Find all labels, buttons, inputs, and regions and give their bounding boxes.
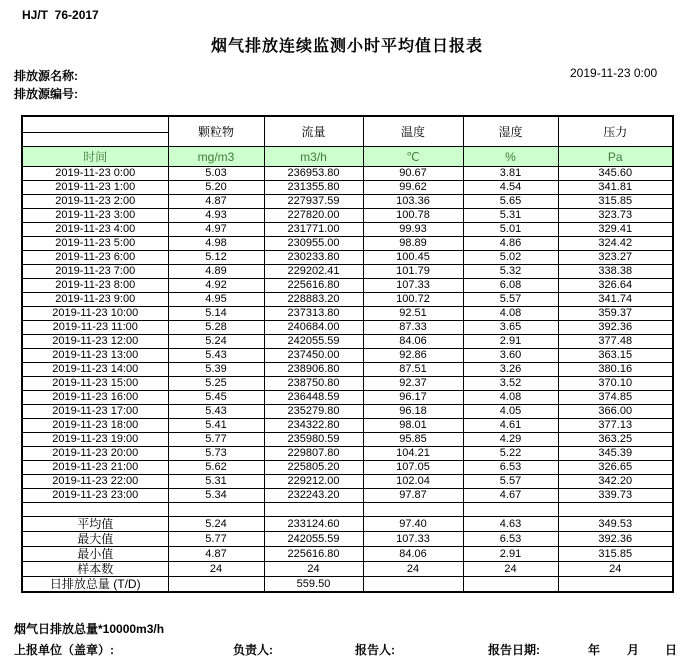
value-cell: 96.17 (363, 391, 463, 405)
summary-row (22, 532, 673, 547)
table-row (22, 391, 673, 405)
value-cell: 4.93 (168, 209, 264, 223)
value-cell: 5.02 (463, 251, 558, 265)
value-cell: 95.85 (363, 433, 463, 447)
page-title: 烟气排放连续监测小时平均值日报表 (210, 38, 483, 55)
report-datetime: 2019-11-23 0:00 (570, 66, 658, 80)
empty-cell (22, 503, 168, 517)
value-cell: 225805.20 (264, 461, 363, 475)
value-cell: 5.31 (168, 475, 264, 489)
standard-code: HJ/T 76-2017 (22, 8, 99, 22)
value-cell: 97.87 (363, 489, 463, 503)
summary-value-cell: 6.53 (463, 532, 558, 547)
year-label: 年 (588, 643, 601, 657)
table-row (22, 237, 673, 251)
value-cell: 234322.80 (264, 419, 363, 433)
table-row (22, 461, 673, 475)
value-cell: 5.31 (463, 209, 558, 223)
day-label: 日 (665, 643, 678, 657)
summary-label-cell: 样本数 (22, 562, 168, 577)
summary-row (22, 562, 673, 577)
value-cell: 5.32 (463, 265, 558, 279)
value-cell: 5.22 (463, 447, 558, 461)
value-cell: 242055.59 (264, 335, 363, 349)
time-cell: 2019-11-23 10:00 (22, 307, 168, 321)
summary-value-cell (463, 577, 558, 593)
value-cell: 4.61 (463, 419, 558, 433)
value-cell: 3.60 (463, 349, 558, 363)
time-header: 时间 (22, 147, 168, 167)
value-cell: 230233.80 (264, 251, 363, 265)
value-cell: 236448.59 (264, 391, 363, 405)
summary-value-cell: 84.06 (363, 547, 463, 562)
summary-value-cell: 4.63 (463, 517, 558, 532)
table-row (22, 167, 673, 181)
value-cell: 98.01 (363, 419, 463, 433)
value-cell: 5.01 (463, 223, 558, 237)
value-cell: 377.48 (558, 335, 673, 349)
value-cell: 324.42 (558, 237, 673, 251)
report-date-label: 报告日期: (488, 643, 540, 657)
responsible-person-label: 负责人: (233, 643, 273, 657)
value-cell: 5.62 (168, 461, 264, 475)
value-cell: 5.39 (168, 363, 264, 377)
value-cell: 5.25 (168, 377, 264, 391)
table-row (22, 181, 673, 195)
hourly-average-table (21, 115, 674, 593)
value-cell: 5.41 (168, 419, 264, 433)
time-cell: 2019-11-23 0:00 (22, 167, 168, 181)
time-cell: 2019-11-23 12:00 (22, 335, 168, 349)
value-cell: 4.54 (463, 181, 558, 195)
summary-value-cell: 233124.60 (264, 517, 363, 532)
summary-value-cell: 315.85 (558, 547, 673, 562)
column-header-row (22, 116, 673, 147)
reporting-unit-label: 上报单位（盖章）: (14, 643, 114, 657)
value-cell: 4.05 (463, 405, 558, 419)
value-cell: 5.43 (168, 405, 264, 419)
value-cell: 5.28 (168, 321, 264, 335)
unit-temperature: ℃ (363, 147, 463, 167)
value-cell: 392.36 (558, 321, 673, 335)
time-cell: 2019-11-23 15:00 (22, 377, 168, 391)
value-cell: 4.97 (168, 223, 264, 237)
value-cell: 315.85 (558, 195, 673, 209)
time-cell: 2019-11-23 13:00 (22, 349, 168, 363)
table-row (22, 209, 673, 223)
time-cell: 2019-11-23 21:00 (22, 461, 168, 475)
value-cell: 101.79 (363, 265, 463, 279)
value-cell: 5.03 (168, 167, 264, 181)
time-cell: 2019-11-23 8:00 (22, 279, 168, 293)
value-cell: 5.73 (168, 447, 264, 461)
value-cell: 238750.80 (264, 377, 363, 391)
value-cell: 342.20 (558, 475, 673, 489)
value-cell: 4.08 (463, 391, 558, 405)
time-cell: 2019-11-23 14:00 (22, 363, 168, 377)
time-cell: 2019-11-23 3:00 (22, 209, 168, 223)
value-cell: 4.29 (463, 433, 558, 447)
table-row (22, 307, 673, 321)
value-cell: 363.25 (558, 433, 673, 447)
value-cell: 92.86 (363, 349, 463, 363)
reporter-label: 报告人: (355, 643, 395, 657)
header-split-line (23, 132, 168, 133)
value-cell: 329.41 (558, 223, 673, 237)
time-column-blank-header (22, 116, 168, 147)
summary-value-cell: 559.50 (264, 577, 363, 593)
empty-cell (363, 503, 463, 517)
value-cell: 4.89 (168, 265, 264, 279)
value-cell: 6.53 (463, 461, 558, 475)
empty-cell (463, 503, 558, 517)
value-cell: 3.26 (463, 363, 558, 377)
time-cell: 2019-11-23 6:00 (22, 251, 168, 265)
table-row (22, 335, 673, 349)
value-cell: 92.51 (363, 307, 463, 321)
summary-value-cell: 24 (264, 562, 363, 577)
summary-label-cell: 最大值 (22, 532, 168, 547)
unit-header-row (22, 147, 673, 167)
table-row (22, 405, 673, 419)
value-cell: 225616.80 (264, 279, 363, 293)
time-cell: 2019-11-23 17:00 (22, 405, 168, 419)
summary-value-cell: 242055.59 (264, 532, 363, 547)
source-id-label: 排放源编号: (14, 87, 78, 101)
value-cell: 100.78 (363, 209, 463, 223)
value-cell: 341.74 (558, 293, 673, 307)
value-cell: 4.08 (463, 307, 558, 321)
value-cell: 4.98 (168, 237, 264, 251)
col-header-flow: 流量 (264, 116, 363, 147)
value-cell: 359.37 (558, 307, 673, 321)
value-cell: 326.64 (558, 279, 673, 293)
time-cell: 2019-11-23 23:00 (22, 489, 168, 503)
value-cell: 92.37 (363, 377, 463, 391)
time-cell: 2019-11-23 22:00 (22, 475, 168, 489)
value-cell: 323.27 (558, 251, 673, 265)
value-cell: 338.38 (558, 265, 673, 279)
summary-value-cell (558, 577, 673, 593)
value-cell: 240684.00 (264, 321, 363, 335)
time-cell: 2019-11-23 20:00 (22, 447, 168, 461)
time-cell: 2019-11-23 2:00 (22, 195, 168, 209)
value-cell: 99.93 (363, 223, 463, 237)
summary-row (22, 517, 673, 532)
time-cell: 2019-11-23 5:00 (22, 237, 168, 251)
value-cell: 232243.20 (264, 489, 363, 503)
unit-particulate: mg/m3 (168, 147, 264, 167)
source-name-label: 排放源名称: (14, 69, 78, 83)
value-cell: 5.24 (168, 335, 264, 349)
col-header-humidity: 湿度 (463, 116, 558, 147)
value-cell: 99.62 (363, 181, 463, 195)
value-cell: 98.89 (363, 237, 463, 251)
unit-humidity: % (463, 147, 558, 167)
summary-value-cell: 349.53 (558, 517, 673, 532)
value-cell: 3.81 (463, 167, 558, 181)
value-cell: 4.86 (463, 237, 558, 251)
summary-value-cell: 2.91 (463, 547, 558, 562)
value-cell: 235980.59 (264, 433, 363, 447)
value-cell: 227820.00 (264, 209, 363, 223)
value-cell: 100.72 (363, 293, 463, 307)
value-cell: 237450.00 (264, 349, 363, 363)
value-cell: 339.73 (558, 489, 673, 503)
summary-value-cell: 5.77 (168, 532, 264, 547)
time-cell: 2019-11-23 16:00 (22, 391, 168, 405)
table-row (22, 447, 673, 461)
value-cell: 4.87 (168, 195, 264, 209)
value-cell: 229212.00 (264, 475, 363, 489)
value-cell: 236953.80 (264, 167, 363, 181)
table-row (22, 363, 673, 377)
summary-value-cell: 97.40 (363, 517, 463, 532)
value-cell: 107.05 (363, 461, 463, 475)
table-row (22, 433, 673, 447)
empty-cell (168, 503, 264, 517)
value-cell: 374.85 (558, 391, 673, 405)
table-row (22, 279, 673, 293)
value-cell: 103.36 (363, 195, 463, 209)
col-header-temperature: 温度 (363, 116, 463, 147)
time-cell: 2019-11-23 1:00 (22, 181, 168, 195)
value-cell: 87.51 (363, 363, 463, 377)
value-cell: 4.95 (168, 293, 264, 307)
unit-pressure: Pa (558, 147, 673, 167)
empty-cell (558, 503, 673, 517)
value-cell: 5.57 (463, 293, 558, 307)
table-row (22, 321, 673, 335)
value-cell: 238906.80 (264, 363, 363, 377)
value-cell: 5.45 (168, 391, 264, 405)
value-cell: 370.10 (558, 377, 673, 391)
unit-flow: m3/h (264, 147, 363, 167)
time-cell: 2019-11-23 4:00 (22, 223, 168, 237)
table-row (22, 377, 673, 391)
value-cell: 228883.20 (264, 293, 363, 307)
value-cell: 3.52 (463, 377, 558, 391)
value-cell: 363.15 (558, 349, 673, 363)
value-cell: 5.43 (168, 349, 264, 363)
summary-value-cell: 107.33 (363, 532, 463, 547)
value-cell: 102.04 (363, 475, 463, 489)
value-cell: 5.57 (463, 475, 558, 489)
table-row (22, 293, 673, 307)
value-cell: 326.65 (558, 461, 673, 475)
value-cell: 5.34 (168, 489, 264, 503)
value-cell: 4.67 (463, 489, 558, 503)
table-row (22, 251, 673, 265)
time-cell: 2019-11-23 19:00 (22, 433, 168, 447)
value-cell: 323.73 (558, 209, 673, 223)
col-header-particulate: 颗粒物 (168, 116, 264, 147)
value-cell: 3.65 (463, 321, 558, 335)
value-cell: 227937.59 (264, 195, 363, 209)
value-cell: 237313.80 (264, 307, 363, 321)
value-cell: 4.92 (168, 279, 264, 293)
value-cell: 5.12 (168, 251, 264, 265)
value-cell: 84.06 (363, 335, 463, 349)
summary-value-cell: 5.24 (168, 517, 264, 532)
value-cell: 235279.80 (264, 405, 363, 419)
value-cell: 104.21 (363, 447, 463, 461)
flue-gas-total-note: 烟气日排放总量*10000m3/h (14, 622, 165, 636)
time-cell: 2019-11-23 18:00 (22, 419, 168, 433)
col-header-pressure: 压力 (558, 116, 673, 147)
value-cell: 366.00 (558, 405, 673, 419)
table-row (22, 195, 673, 209)
empty-cell (264, 503, 363, 517)
summary-value-cell (363, 577, 463, 593)
summary-label-cell: 最小值 (22, 547, 168, 562)
value-cell: 87.33 (363, 321, 463, 335)
value-cell: 96.18 (363, 405, 463, 419)
value-cell: 229202.41 (264, 265, 363, 279)
table-row (22, 223, 673, 237)
summary-value-cell: 24 (363, 562, 463, 577)
value-cell: 231355.80 (264, 181, 363, 195)
summary-value-cell: 24 (463, 562, 558, 577)
value-cell: 6.08 (463, 279, 558, 293)
summary-row (22, 547, 673, 562)
summary-label-cell: 平均值 (22, 517, 168, 532)
value-cell: 107.33 (363, 279, 463, 293)
summary-value-cell: 4.87 (168, 547, 264, 562)
value-cell: 229807.80 (264, 447, 363, 461)
value-cell: 2.91 (463, 335, 558, 349)
summary-label-cell: 日排放总量 (T/D) (22, 577, 168, 593)
value-cell: 100.45 (363, 251, 463, 265)
summary-value-cell: 24 (168, 562, 264, 577)
value-cell: 380.16 (558, 363, 673, 377)
table-row (22, 475, 673, 489)
table-row (22, 419, 673, 433)
table-row (22, 349, 673, 363)
summary-value-cell: 24 (558, 562, 673, 577)
value-cell: 5.20 (168, 181, 264, 195)
value-cell: 5.65 (463, 195, 558, 209)
spacer-row (22, 503, 673, 517)
summary-value-cell: 392.36 (558, 532, 673, 547)
table-row (22, 489, 673, 503)
summary-value-cell: 225616.80 (264, 547, 363, 562)
value-cell: 5.14 (168, 307, 264, 321)
value-cell: 5.77 (168, 433, 264, 447)
value-cell: 345.60 (558, 167, 673, 181)
month-label: 月 (627, 643, 640, 657)
table-row (22, 265, 673, 279)
value-cell: 341.81 (558, 181, 673, 195)
time-cell: 2019-11-23 7:00 (22, 265, 168, 279)
value-cell: 90.67 (363, 167, 463, 181)
value-cell: 377.13 (558, 419, 673, 433)
summary-row (22, 577, 673, 593)
value-cell: 231771.00 (264, 223, 363, 237)
value-cell: 230955.00 (264, 237, 363, 251)
time-cell: 2019-11-23 11:00 (22, 321, 168, 335)
value-cell: 345.39 (558, 447, 673, 461)
time-cell: 2019-11-23 9:00 (22, 293, 168, 307)
summary-value-cell (168, 577, 264, 593)
